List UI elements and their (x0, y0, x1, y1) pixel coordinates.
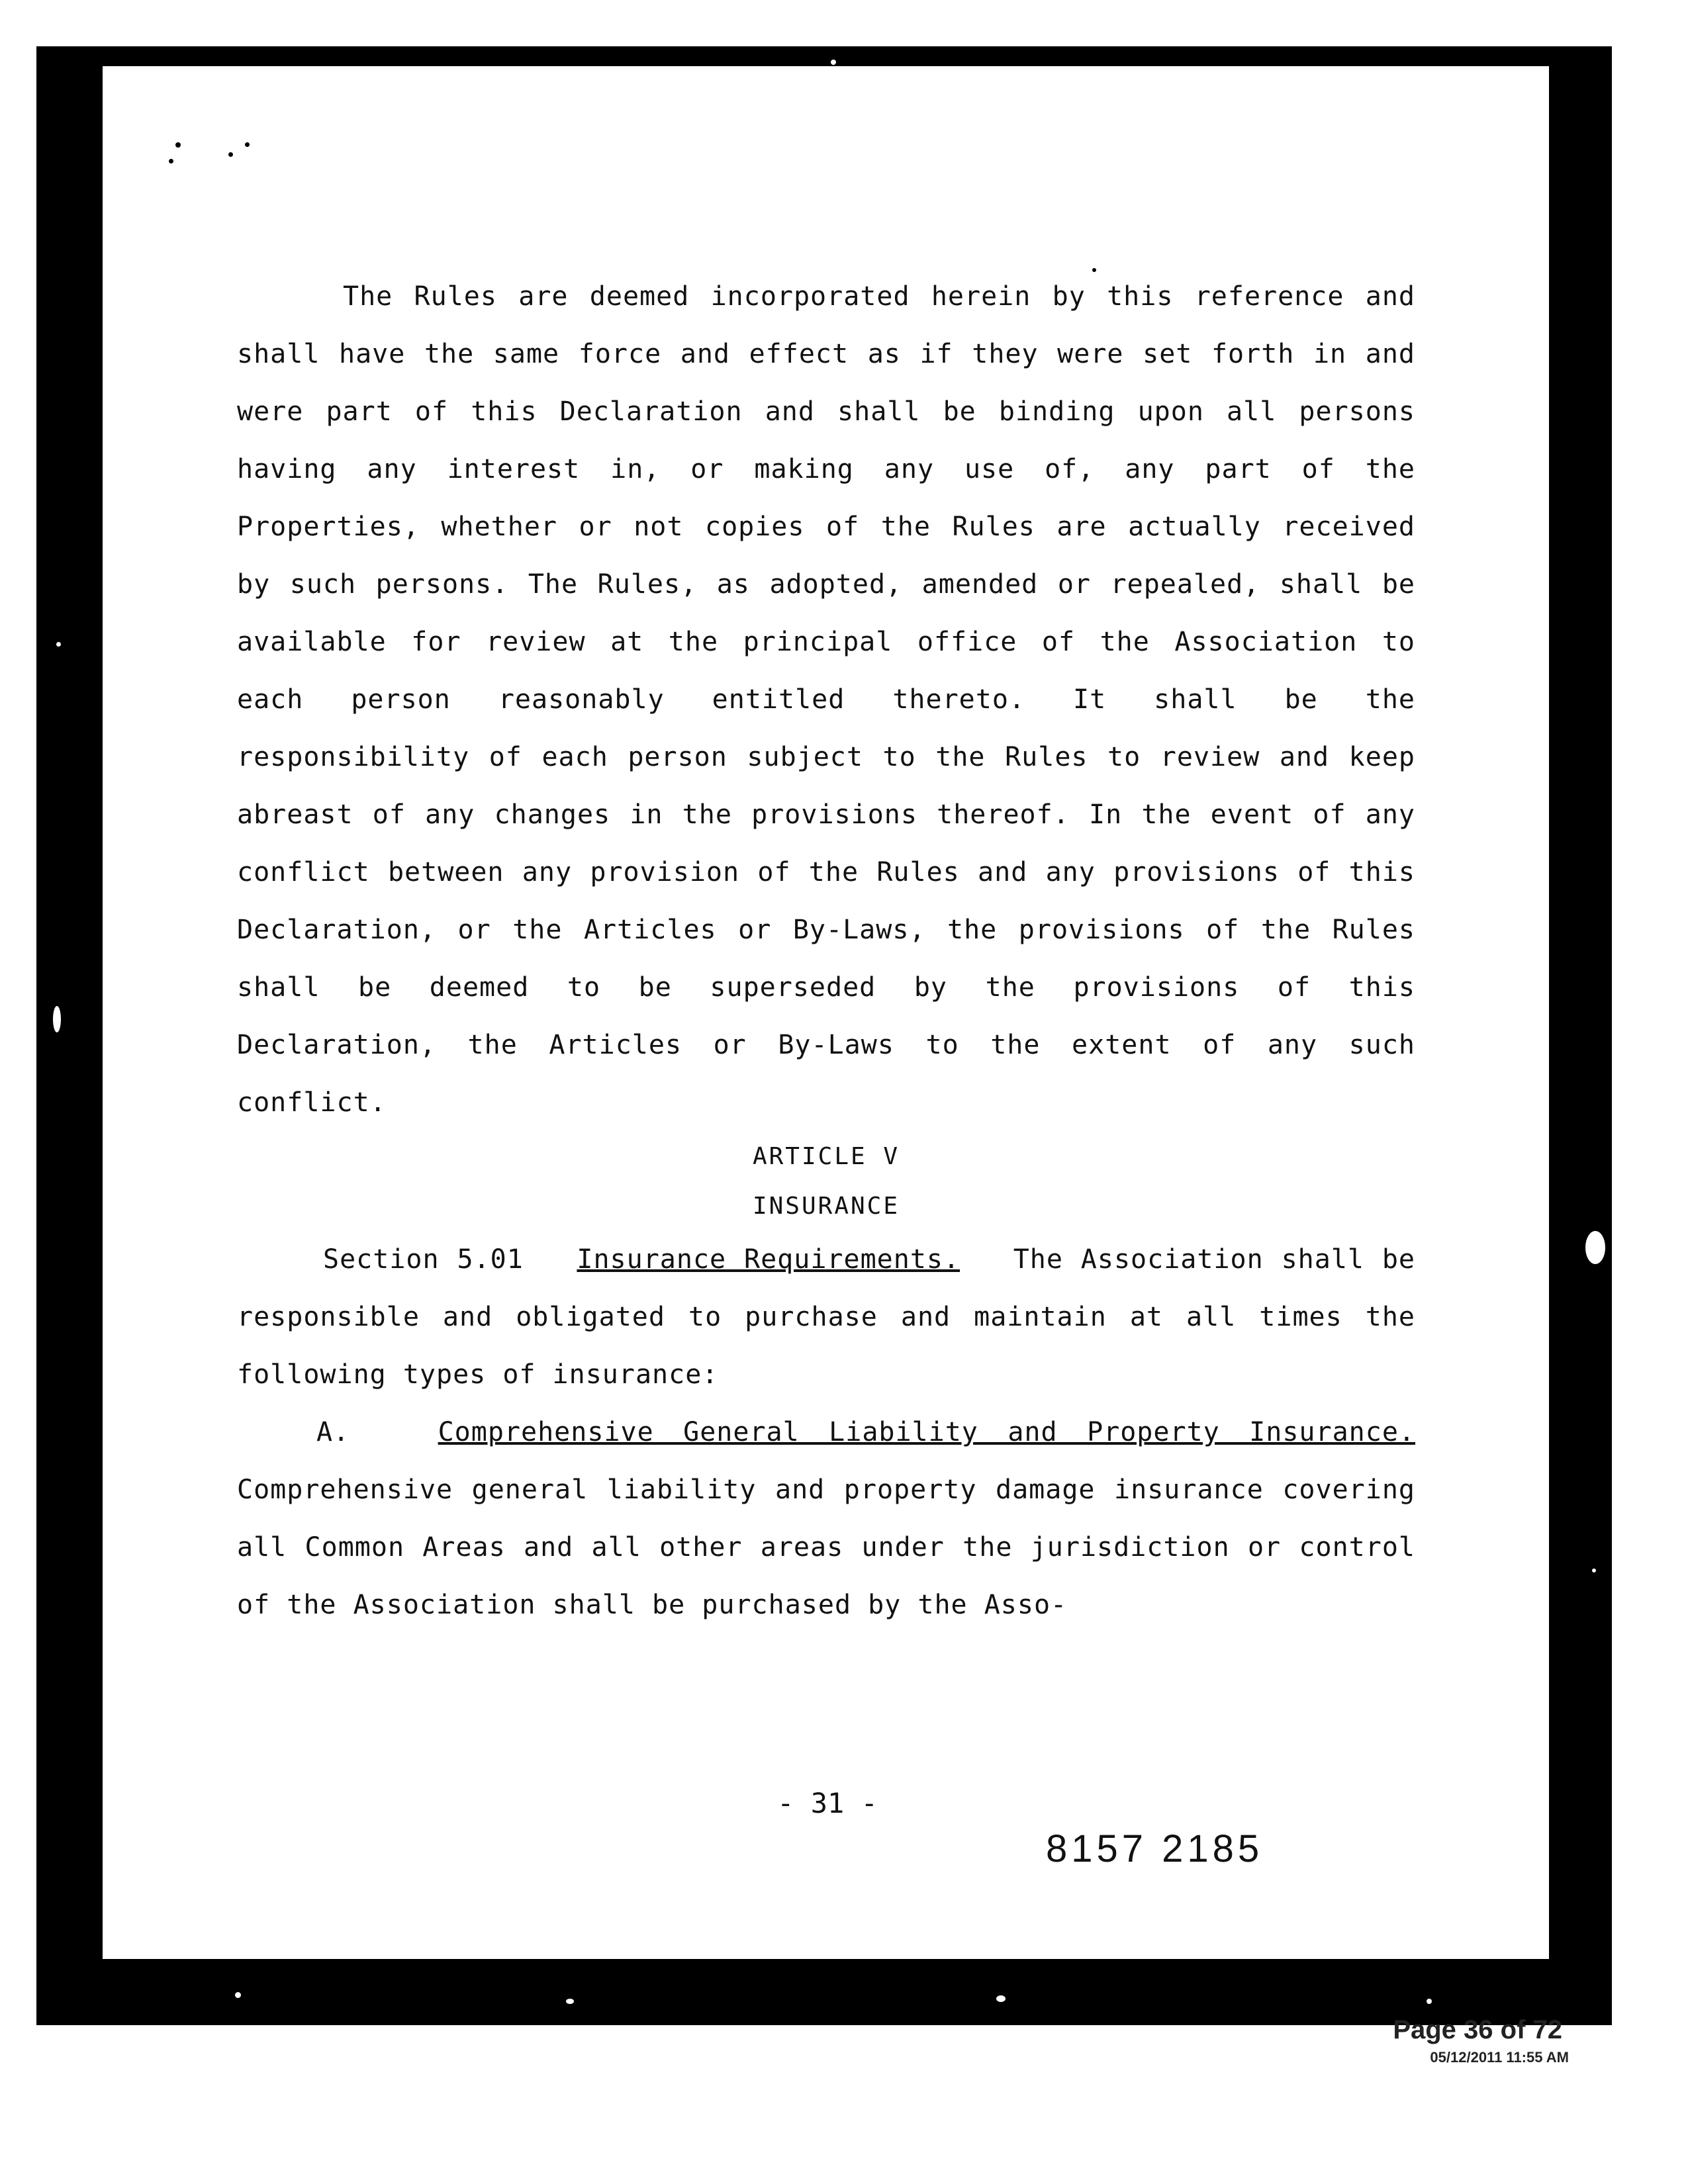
section-number: Section 5.01 (323, 1244, 524, 1275)
scan-speck (1427, 1999, 1432, 2004)
scan-speck (831, 60, 836, 65)
subsection-title: Comprehensive General Liability and Property Insurance. (438, 1417, 1416, 1447)
section-title: Insurance Requirements. (577, 1244, 961, 1275)
article-title: INSURANCE (752, 1193, 900, 1220)
scan-speck (56, 642, 61, 647)
scan-speck (1592, 1569, 1596, 1572)
section-text: The Association shall be responsible and obligated to purchase and maintain at all times the following types of insurance: (237, 1244, 1416, 1390)
subsection-paragraph (237, 1404, 1415, 1634)
footer-page-label: Page 36 of 72 (1393, 2015, 1562, 2044)
scan-speck (235, 1992, 241, 1998)
scan-speck (228, 152, 233, 157)
scan-speck (169, 159, 173, 163)
scan-speck (566, 1999, 574, 2004)
scan-speck (175, 142, 181, 148)
article-heading: ARTICLE V (752, 1143, 900, 1170)
scan-speck (245, 142, 250, 147)
scan-speck (996, 1995, 1006, 2002)
subsection-letter: A. (316, 1417, 350, 1447)
document-number: 8157 2185 (1046, 1827, 1264, 1870)
footer-timestamp: 05/12/2011 11:55 AM (1430, 2049, 1569, 2066)
rules-paragraph: The Rules are deemed incorporated herein by this reference and shall have the same force and effect as if they were set forth in and were part of this Declaration and shall be binding upon all persons having any interest in, or making any use of, any part of the Properties, whether or not copies of the Rules are actually received by such persons. The Rules, as adopted, amended or repealed, shall be available for review at the principal office of the Association to each person reasonably entitled thereto. It shall be the responsibility of each person subject to the Rules to review and keep abreast of any changes in the provisions thereof. In the event of any conflict between any provision of the Rules and any provisions of this Declaration, or the Articles or By-Laws, the provisions of the Rules shall be deemed to be superseded by the provisions of this Declaration, the Articles or By-Laws to the extent of any such conflict. (237, 281, 1415, 1118)
document-body (237, 268, 1415, 1634)
scan-speck (1585, 1231, 1605, 1264)
scan-speck (53, 1006, 61, 1032)
section-paragraph (237, 1231, 1415, 1404)
subsection-text: Comprehensive general liability and property damage insurance covering all Common Areas and all other areas under the jurisdiction or control of the Association shall be purchased by the Asso- (237, 1475, 1415, 1620)
page-number: - 31 - (777, 1787, 878, 1819)
